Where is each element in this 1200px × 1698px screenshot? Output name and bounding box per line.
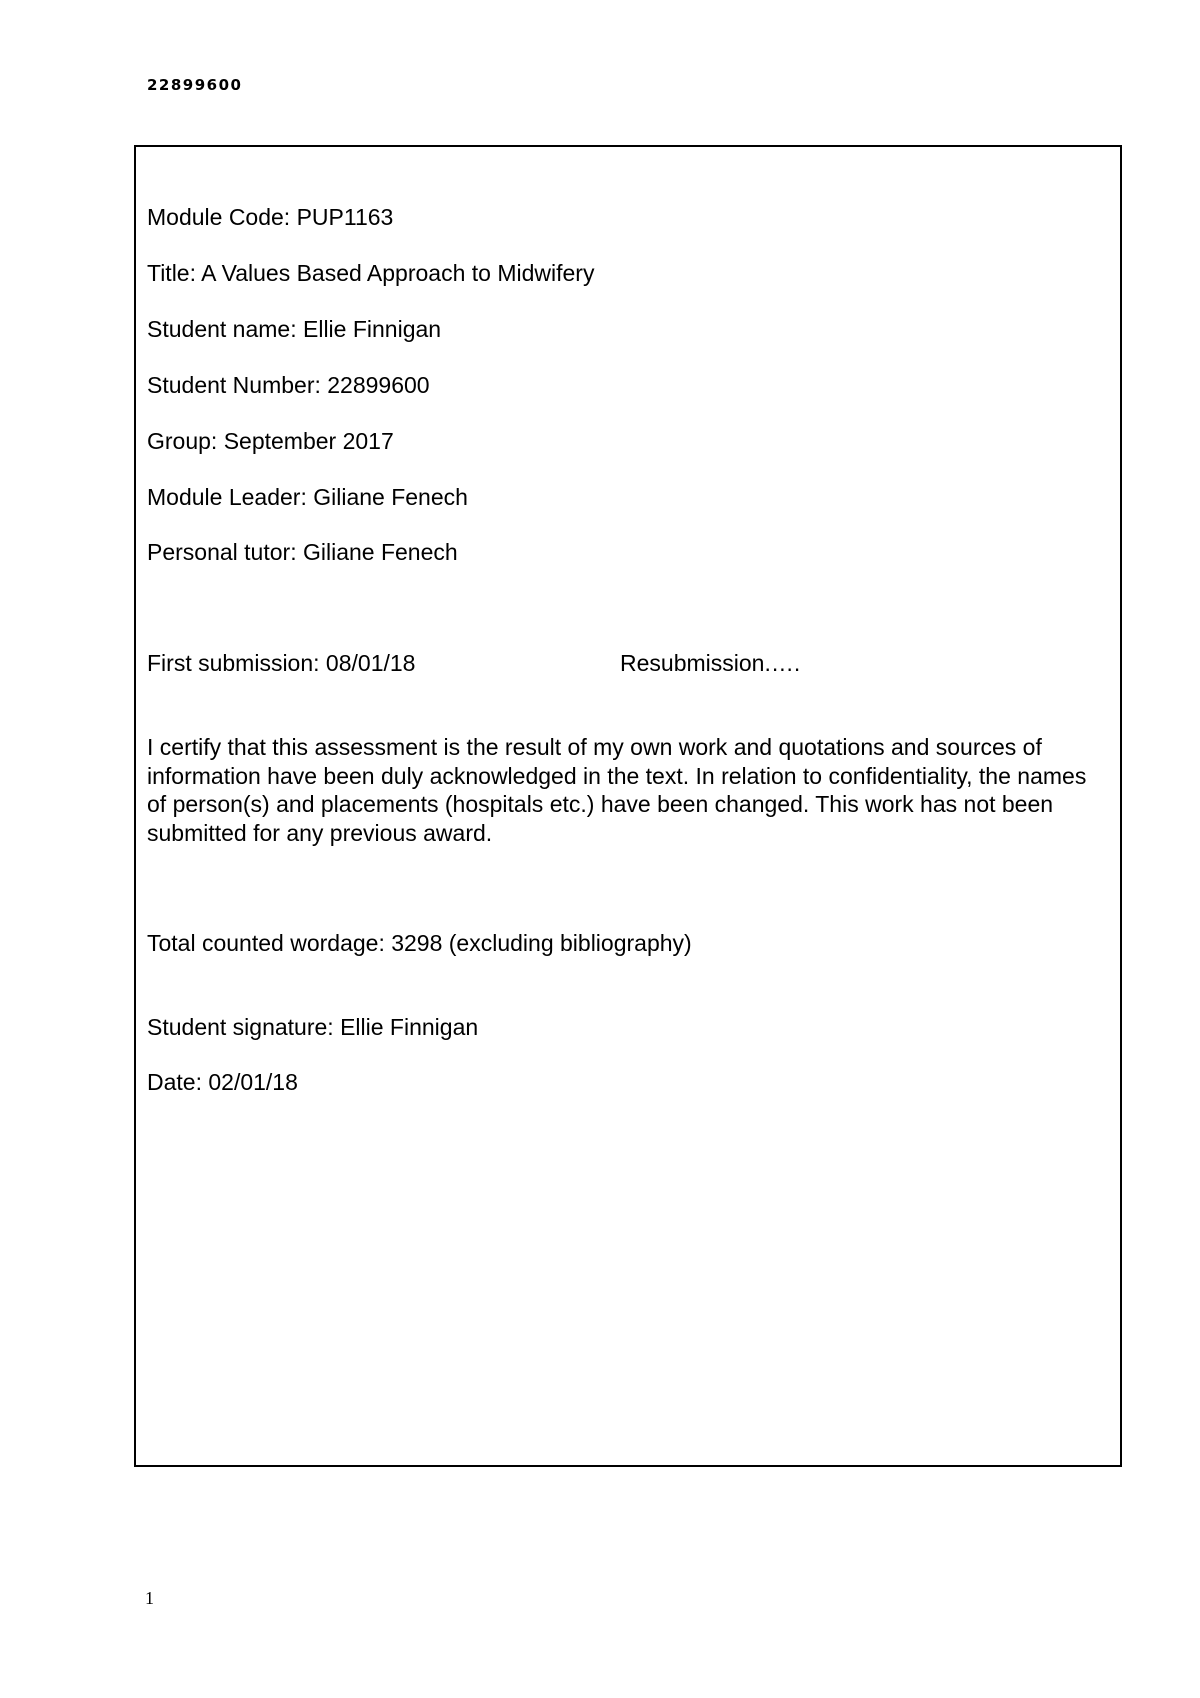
student-signature: Student signature: Ellie Finnigan <box>147 1014 479 1040</box>
module-title: Title: A Values Based Approach to Midwifery <box>147 260 595 286</box>
student-name: Student name: Ellie Finnigan <box>147 316 442 342</box>
resubmission: Resubmission.…. <box>620 650 801 676</box>
signature-date: Date: 02/01/18 <box>147 1069 298 1095</box>
header-student-id: 22899600 <box>147 76 243 94</box>
group: Group: September 2017 <box>147 428 394 454</box>
module-code: Module Code: PUP1163 <box>147 204 394 230</box>
personal-tutor: Personal tutor: Giliane Fenech <box>147 539 458 565</box>
cover-sheet-box <box>134 145 1122 1467</box>
module-leader: Module Leader: Giliane Fenech <box>147 484 468 510</box>
declaration-text: I certify that this assessment is the result of my own work and quotations and sources of information have been duly acknowledged in the text. In relation to confidentiality, the names of person(s) and placements (hospitals etc.) have been changed. This work has not been submitted for any previous award. <box>147 734 1087 846</box>
page-number: 1 <box>145 1588 154 1608</box>
student-number: Student Number: 22899600 <box>147 372 430 398</box>
first-submission: First submission: 08/01/18 <box>147 650 416 676</box>
word-count: Total counted wordage: 3298 (excluding bibliography) <box>147 930 692 956</box>
